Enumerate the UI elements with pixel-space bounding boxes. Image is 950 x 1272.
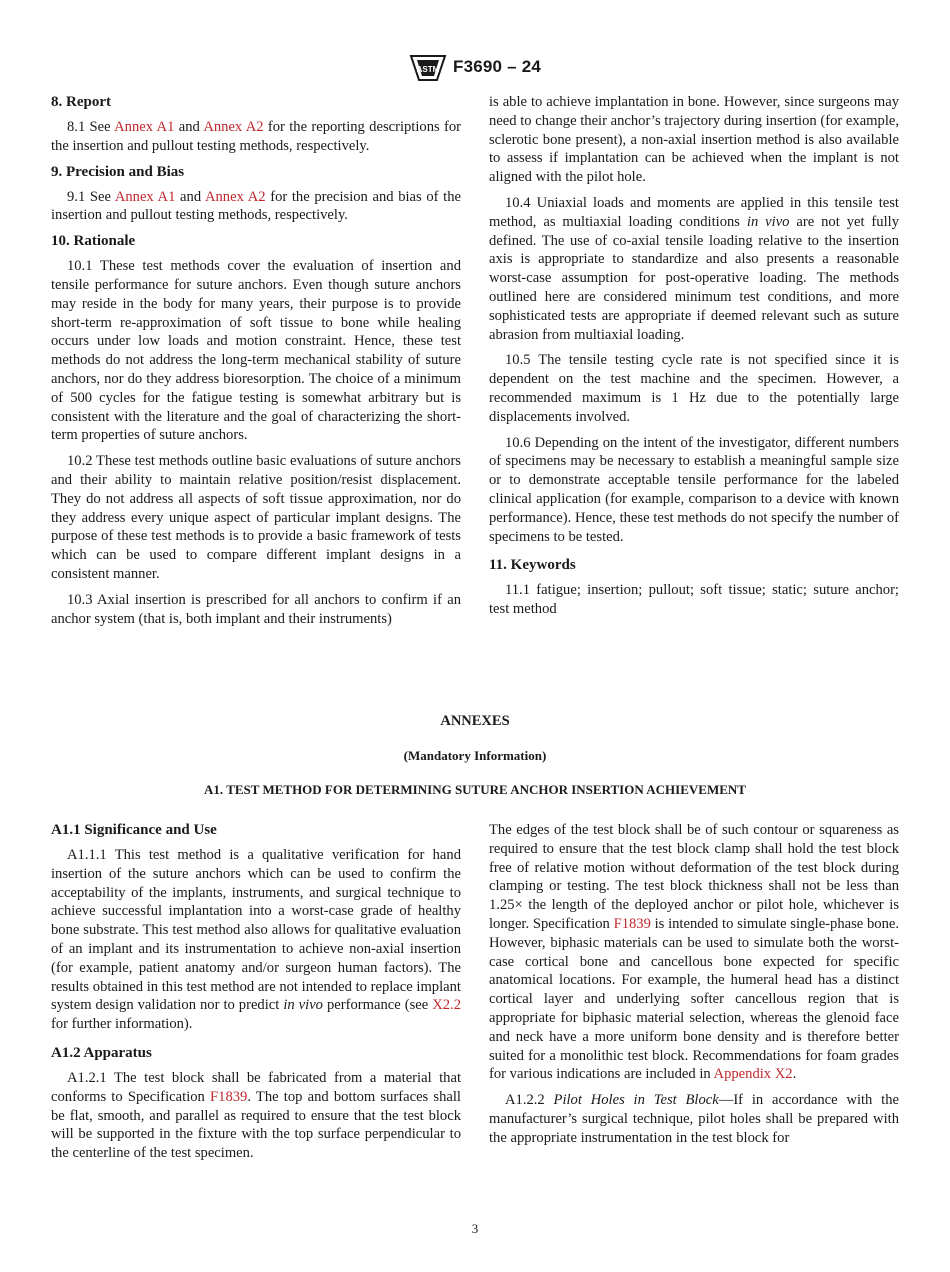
paragraph-10-5: 10.5 The tensile testing cycle rate is not specified since it is dependent on the test machine and the specimen. However, a recommended maximum is 1 Hz due to the potentially large displacements involved.	[489, 352, 899, 425]
link-annex-a1[interactable]: Annex A1	[114, 188, 176, 205]
right-column-bottom	[489, 821, 899, 1155]
paragraph-11-1: 11.1 fatigue; insertion; pullout; soft tissue; static; suture anchor; test method	[489, 582, 899, 618]
link-f1839[interactable]: F1839	[613, 915, 651, 932]
paragraph-9-1: 9.1 See Annex A1 and Annex A2 for the precision and bias of the insertion and pullout testing methods, respectively.	[51, 188, 461, 224]
right-column-top	[489, 93, 899, 626]
page-number: 3	[471, 1221, 479, 1236]
link-x2-2[interactable]: X2.2	[432, 997, 462, 1014]
paragraph-10-2: 10.2 These test methods outline basic evaluations of suture anchors and their ability to maintain relative position/resist displacement. They do not address all aspects of soft tissue approximation, nor do they address every unique aspect of particular implant designs. The purpose of these test methods is to provide a basic framework of tests which can be used to compare different implant designs in a consistent manner.	[51, 453, 461, 582]
paragraph-8-1: 8.1 See Annex A1 and Annex A2 for the reporting descriptions for the insertion and pullout testing methods, respectively.	[51, 119, 462, 154]
section-heading-a1-1: A1.1 Significance and Use	[51, 822, 217, 838]
paragraph-a1-2-1: A1.2.1 The test block shall be fabricated from a material that conforms to Specification F1839. The top and bottom surfaces shall be flat, smooth, and parallel as required to ensure that the test block will be supported in the fixture with the top surface perpendicular to the centerline of the test specimen.	[51, 1069, 461, 1162]
left-column-bottom	[51, 821, 461, 1170]
paragraph-10-3: 10.3 Axial insertion is prescribed for all anchors to confirm if an anchor system (that is, both implant and their instruments)	[51, 591, 461, 627]
link-f1839[interactable]: F1839	[210, 1088, 248, 1105]
paragraph-10-6: 10.6 Depending on the intent of the investigator, different numbers of specimens may be necessary to establish a meaningful sample size or to demonstrate acceptable tensile performance for the labeled clinical application (for example, comparison to a device with known performance). Hence, these test methods do not specify the number of specimens to be tested.	[489, 434, 899, 545]
astm-logo-icon	[409, 52, 447, 82]
logo-text: ASTM	[416, 65, 440, 74]
link-annex-a1[interactable]: Annex A1	[114, 119, 175, 135]
paragraph-a1-2-2: A1.2.2 Pilot Holes in Test Block—If in accordance with the manufacturer’s surgical technique, pilot holes shall be prepared with the appropriate instrumentation in the test block for	[489, 1092, 899, 1146]
annexes-title: ANNEXES	[440, 713, 510, 729]
left-column-top	[51, 93, 461, 635]
paragraph-a1-2-1-continued: The edges of the test block shall be of such contour or squareness as required to ensure that the test block clamp shall hold the test block free of relative motion without deformation of the test block during clamping or testing. The test block thickness shall not be less than 1.25× the length of the deployed anchor or pilot hole, whichever is longer. Specification F1839 is intended to simulate single-phase bone. However, biphasic materials can be used to simulate both the worst-case cortical bone and cancellous bone expected for specific anatomical locations. For example, the humeral head has a distinct cortical layer and underlying softer cancellous region that is appropriate for biphasic material selection, whereas the glenoid face and neck have a more uniform bone density and is therefore better suited for a monolithic test block. Recommendations for foam grades for various indications are included in Appendix X2.	[489, 822, 899, 1083]
annexes-heading-block	[0, 712, 950, 798]
paragraph-10-1: 10.1 These test methods cover the evaluation of insertion and tensile performance for suture anchors. Even though suture anchors may reside in the body for many years, their purpose is to provide short-term re-approximation of soft tissue to bone while healing occurs under low loads and motion constraint. Hence, these test methods do not address the long-term mechanical stability of suture anchors, nor do they address bioresorption. The choice of a minimum of 500 cycles for the fatigue testing is somewhat arbitrary but is consistent with the literature and the goal of characterizing the short-term properties of suture anchors.	[51, 258, 461, 444]
link-annex-a2[interactable]: Annex A2	[203, 119, 264, 135]
section-heading-a1-2: A1.2 Apparatus	[51, 1044, 152, 1061]
link-appendix-x2[interactable]: Appendix X2	[713, 1066, 793, 1083]
document-designation: F3690 – 24	[452, 57, 541, 76]
link-annex-a2[interactable]: Annex A2	[204, 188, 266, 205]
paragraph-a1-1-1: A1.1.1 This test method is a qualitative verification for hand insertion of the suture anchors which can be used to confirm the acceptability of the implants, instruments, and surgical technique to achieve successful implantation into a worst-case grade of healthy bone substrate. This test method also allows for qualitative evaluation of an implant and its instrumentation to achieve non-axial insertion (for example, patient anatomy and/or surgeon human factors). The results obtained in this test method are not intended to replace implant system design validation nor to predict in vivo performance (see X2.2 for further information).	[51, 847, 462, 1033]
section-heading-precision: 9. Precision and Bias	[51, 163, 185, 180]
annexes-subtitle: (Mandatory Information)	[403, 748, 547, 763]
section-heading-report: 8. Report	[51, 94, 111, 110]
page-header	[0, 52, 950, 82]
annex-a1-title: A1. TEST METHOD FOR DETERMINING SUTURE ANCHOR INSERTION ACHIEVEMENT	[204, 782, 746, 797]
paragraph-10-3-continued: is able to achieve implantation in bone. However, since surgeons may need to change their anchor’s trajectory during insertion (for example, sclerotic bone present), a non-axial insertion method is also available to assess if implantation can be achieved when the implant is not aligned with the pilot hole.	[489, 94, 899, 186]
paragraph-10-4: 10.4 Uniaxial loads and moments are applied in this tensile test method, as multiaxial loading conditions in vivo are not yet fully defined. The use of co-axial tensile loading relative to the insertion axis is appropriate to standardize and also presents a reasonable worst-case assumption for post-operative loading. The methods outlined here are considered minimum test conditions, and more sophisticated tests are appropriate if deemed relevant such as suture abrasion from multiaxial loading.	[489, 194, 899, 343]
section-heading-rationale: 10. Rationale	[51, 233, 136, 250]
section-heading-keywords: 11. Keywords	[489, 557, 576, 574]
